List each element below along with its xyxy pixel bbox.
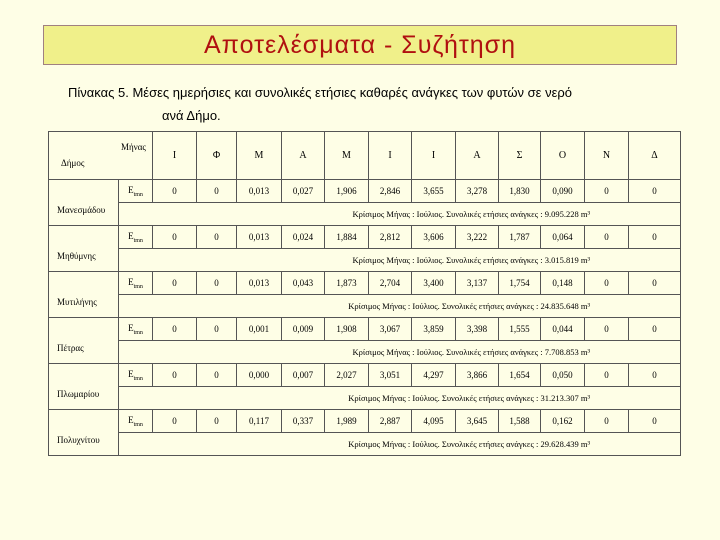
corner-cell [49,132,153,180]
page-title: Αποτελέσματα - Συζήτηση [204,30,516,59]
value-cell: 4,095 [412,410,456,433]
summary-row [49,341,681,364]
value-cell: 0 [197,180,237,203]
value-cell: 0,090 [541,180,585,203]
value-cell: 0,337 [282,410,325,433]
value-cell: 0 [153,364,197,387]
value-cell: 1,654 [499,364,541,387]
value-cell: 2,887 [369,410,412,433]
municipality-name: Μανεσμάδου [57,204,106,215]
value-cell: 0 [197,364,237,387]
municipality-cell [49,180,119,226]
table-row [49,364,681,387]
et-label-main: E [128,368,134,379]
value-cell: 0 [585,410,629,433]
summary-row [49,203,681,226]
value-cell: 1,873 [325,272,369,295]
month-header: Ν [585,132,629,180]
municipality-name: Πέτρας [57,342,84,353]
value-cell: 1,884 [325,226,369,249]
summary-text: Κρίσιμος Μήνας : Ιούλιος. Συνολικές ετήσιες ανάγκες : 9.095.228 m³ [119,203,681,226]
value-cell: 0 [585,318,629,341]
title-banner [43,25,677,65]
value-cell: 3,398 [456,318,499,341]
value-cell: 0,064 [541,226,585,249]
value-cell: 2,812 [369,226,412,249]
value-cell: 1,754 [499,272,541,295]
value-cell: 0,043 [282,272,325,295]
et-label [119,410,153,433]
table-row [49,318,681,341]
value-cell: 1,989 [325,410,369,433]
value-cell: 2,027 [325,364,369,387]
municipality-cell [49,318,119,364]
value-cell: 3,866 [456,364,499,387]
et-label [119,364,153,387]
value-cell: 0 [629,318,681,341]
summary-row [49,249,681,272]
value-cell: 0 [629,226,681,249]
month-header: Φ [197,132,237,180]
value-cell: 1,906 [325,180,369,203]
value-cell: 0,027 [282,180,325,203]
value-cell: 2,846 [369,180,412,203]
table-row [49,272,681,295]
summary-text: Κρίσιμος Μήνας : Ιούλιος. Συνολικές ετήσιες ανάγκες : 7.708.853 m³ [119,341,681,364]
value-cell: 0,000 [237,364,282,387]
et-label-main: E [128,276,134,287]
value-cell: 4,297 [412,364,456,387]
et-label-main: E [128,414,134,425]
value-cell: 0 [153,272,197,295]
municipality-name: Μηθύμνης [57,250,96,261]
et-label-sub: tmn [133,283,143,290]
municipality-cell [49,410,119,456]
value-cell: 0 [197,272,237,295]
value-cell: 3,051 [369,364,412,387]
municipality-name: Πλωμαρίου [57,388,100,399]
value-cell: 0 [197,410,237,433]
et-label-main: E [128,230,134,241]
et-label-sub: tmn [133,421,143,428]
value-cell: 0,148 [541,272,585,295]
water-needs-table [48,131,681,456]
et-label-sub: tmn [133,375,143,382]
value-cell: 0 [629,410,681,433]
value-cell: 0 [585,272,629,295]
header-row [49,132,681,180]
value-cell: 3,655 [412,180,456,203]
value-cell: 1,908 [325,318,369,341]
value-cell: 0,050 [541,364,585,387]
value-cell: 0 [629,180,681,203]
value-cell: 3,645 [456,410,499,433]
value-cell: 0,013 [237,272,282,295]
month-header: Ι [412,132,456,180]
table-row [49,180,681,203]
month-header: Μ [325,132,369,180]
et-label-sub: tmn [133,237,143,244]
value-cell: 0,117 [237,410,282,433]
value-cell: 3,606 [412,226,456,249]
table-caption [68,81,668,127]
value-cell: 0 [585,364,629,387]
summary-row [49,387,681,410]
summary-row [49,433,681,456]
month-header: Σ [499,132,541,180]
value-cell: 0 [153,318,197,341]
value-cell: 3,067 [369,318,412,341]
value-cell: 0,009 [282,318,325,341]
summary-text: Κρίσιμος Μήνας : Ιούλιος. Συνολικές ετήσιες ανάγκες : 3.015.819 m³ [119,249,681,272]
municipality-cell [49,364,119,410]
table-row [49,410,681,433]
summary-text: Κρίσιμος Μήνας : Ιούλιος. Συνολικές ετήσιες ανάγκες : 31.213.307 m³ [119,387,681,410]
et-label [119,180,153,203]
value-cell: 0 [153,180,197,203]
value-cell: 3,400 [412,272,456,295]
summary-row [49,295,681,318]
value-cell: 0,044 [541,318,585,341]
value-cell: 0,007 [282,364,325,387]
month-header: Α [456,132,499,180]
value-cell: 0,013 [237,180,282,203]
month-header: Α [282,132,325,180]
table-row [49,226,681,249]
summary-text: Κρίσιμος Μήνας : Ιούλιος. Συνολικές ετήσιες ανάγκες : 29.628.439 m³ [119,433,681,456]
municipality-cell [49,226,119,272]
value-cell: 0,001 [237,318,282,341]
corner-month-label: Μήνας [120,142,146,152]
value-cell: 2,704 [369,272,412,295]
value-cell: 0 [153,410,197,433]
value-cell: 3,222 [456,226,499,249]
et-label [119,226,153,249]
et-label-main: E [128,184,134,195]
municipality-name: Πολυχνίτου [57,434,100,445]
value-cell: 1,555 [499,318,541,341]
value-cell: 0 [197,318,237,341]
month-header: Ι [153,132,197,180]
caption-line-2: ανά Δήμο. [162,108,221,123]
municipality-cell [49,272,119,318]
month-header: Μ [237,132,282,180]
et-label-sub: tmn [133,329,143,336]
month-header: Ι [369,132,412,180]
value-cell: 0 [585,180,629,203]
et-label [119,318,153,341]
value-cell: 1,588 [499,410,541,433]
value-cell: 1,830 [499,180,541,203]
value-cell: 0 [153,226,197,249]
municipality-name: Μυτιλήνης [57,296,97,307]
corner-municipality-label: Δήμος [61,158,85,168]
et-label-sub: tmn [133,191,143,198]
value-cell: 0 [585,226,629,249]
value-cell: 3,278 [456,180,499,203]
value-cell: 3,859 [412,318,456,341]
month-header: Ο [541,132,585,180]
value-cell: 0 [197,226,237,249]
month-header: Δ [629,132,681,180]
value-cell: 0 [629,272,681,295]
et-label-main: E [128,322,134,333]
value-cell: 0,162 [541,410,585,433]
value-cell: 0 [629,364,681,387]
value-cell: 1,787 [499,226,541,249]
value-cell: 0,024 [282,226,325,249]
et-label [119,272,153,295]
value-cell: 3,137 [456,272,499,295]
value-cell: 0,013 [237,226,282,249]
summary-text: Κρίσιμος Μήνας : Ιούλιος. Συνολικές ετήσιες ανάγκες : 24.835.648 m³ [119,295,681,318]
caption-line-1: Πίνακας 5. Μέσες ημερήσιες και συνολικές ετήσιες καθαρές ανάγκες των φυτών σε νερό [68,85,572,100]
